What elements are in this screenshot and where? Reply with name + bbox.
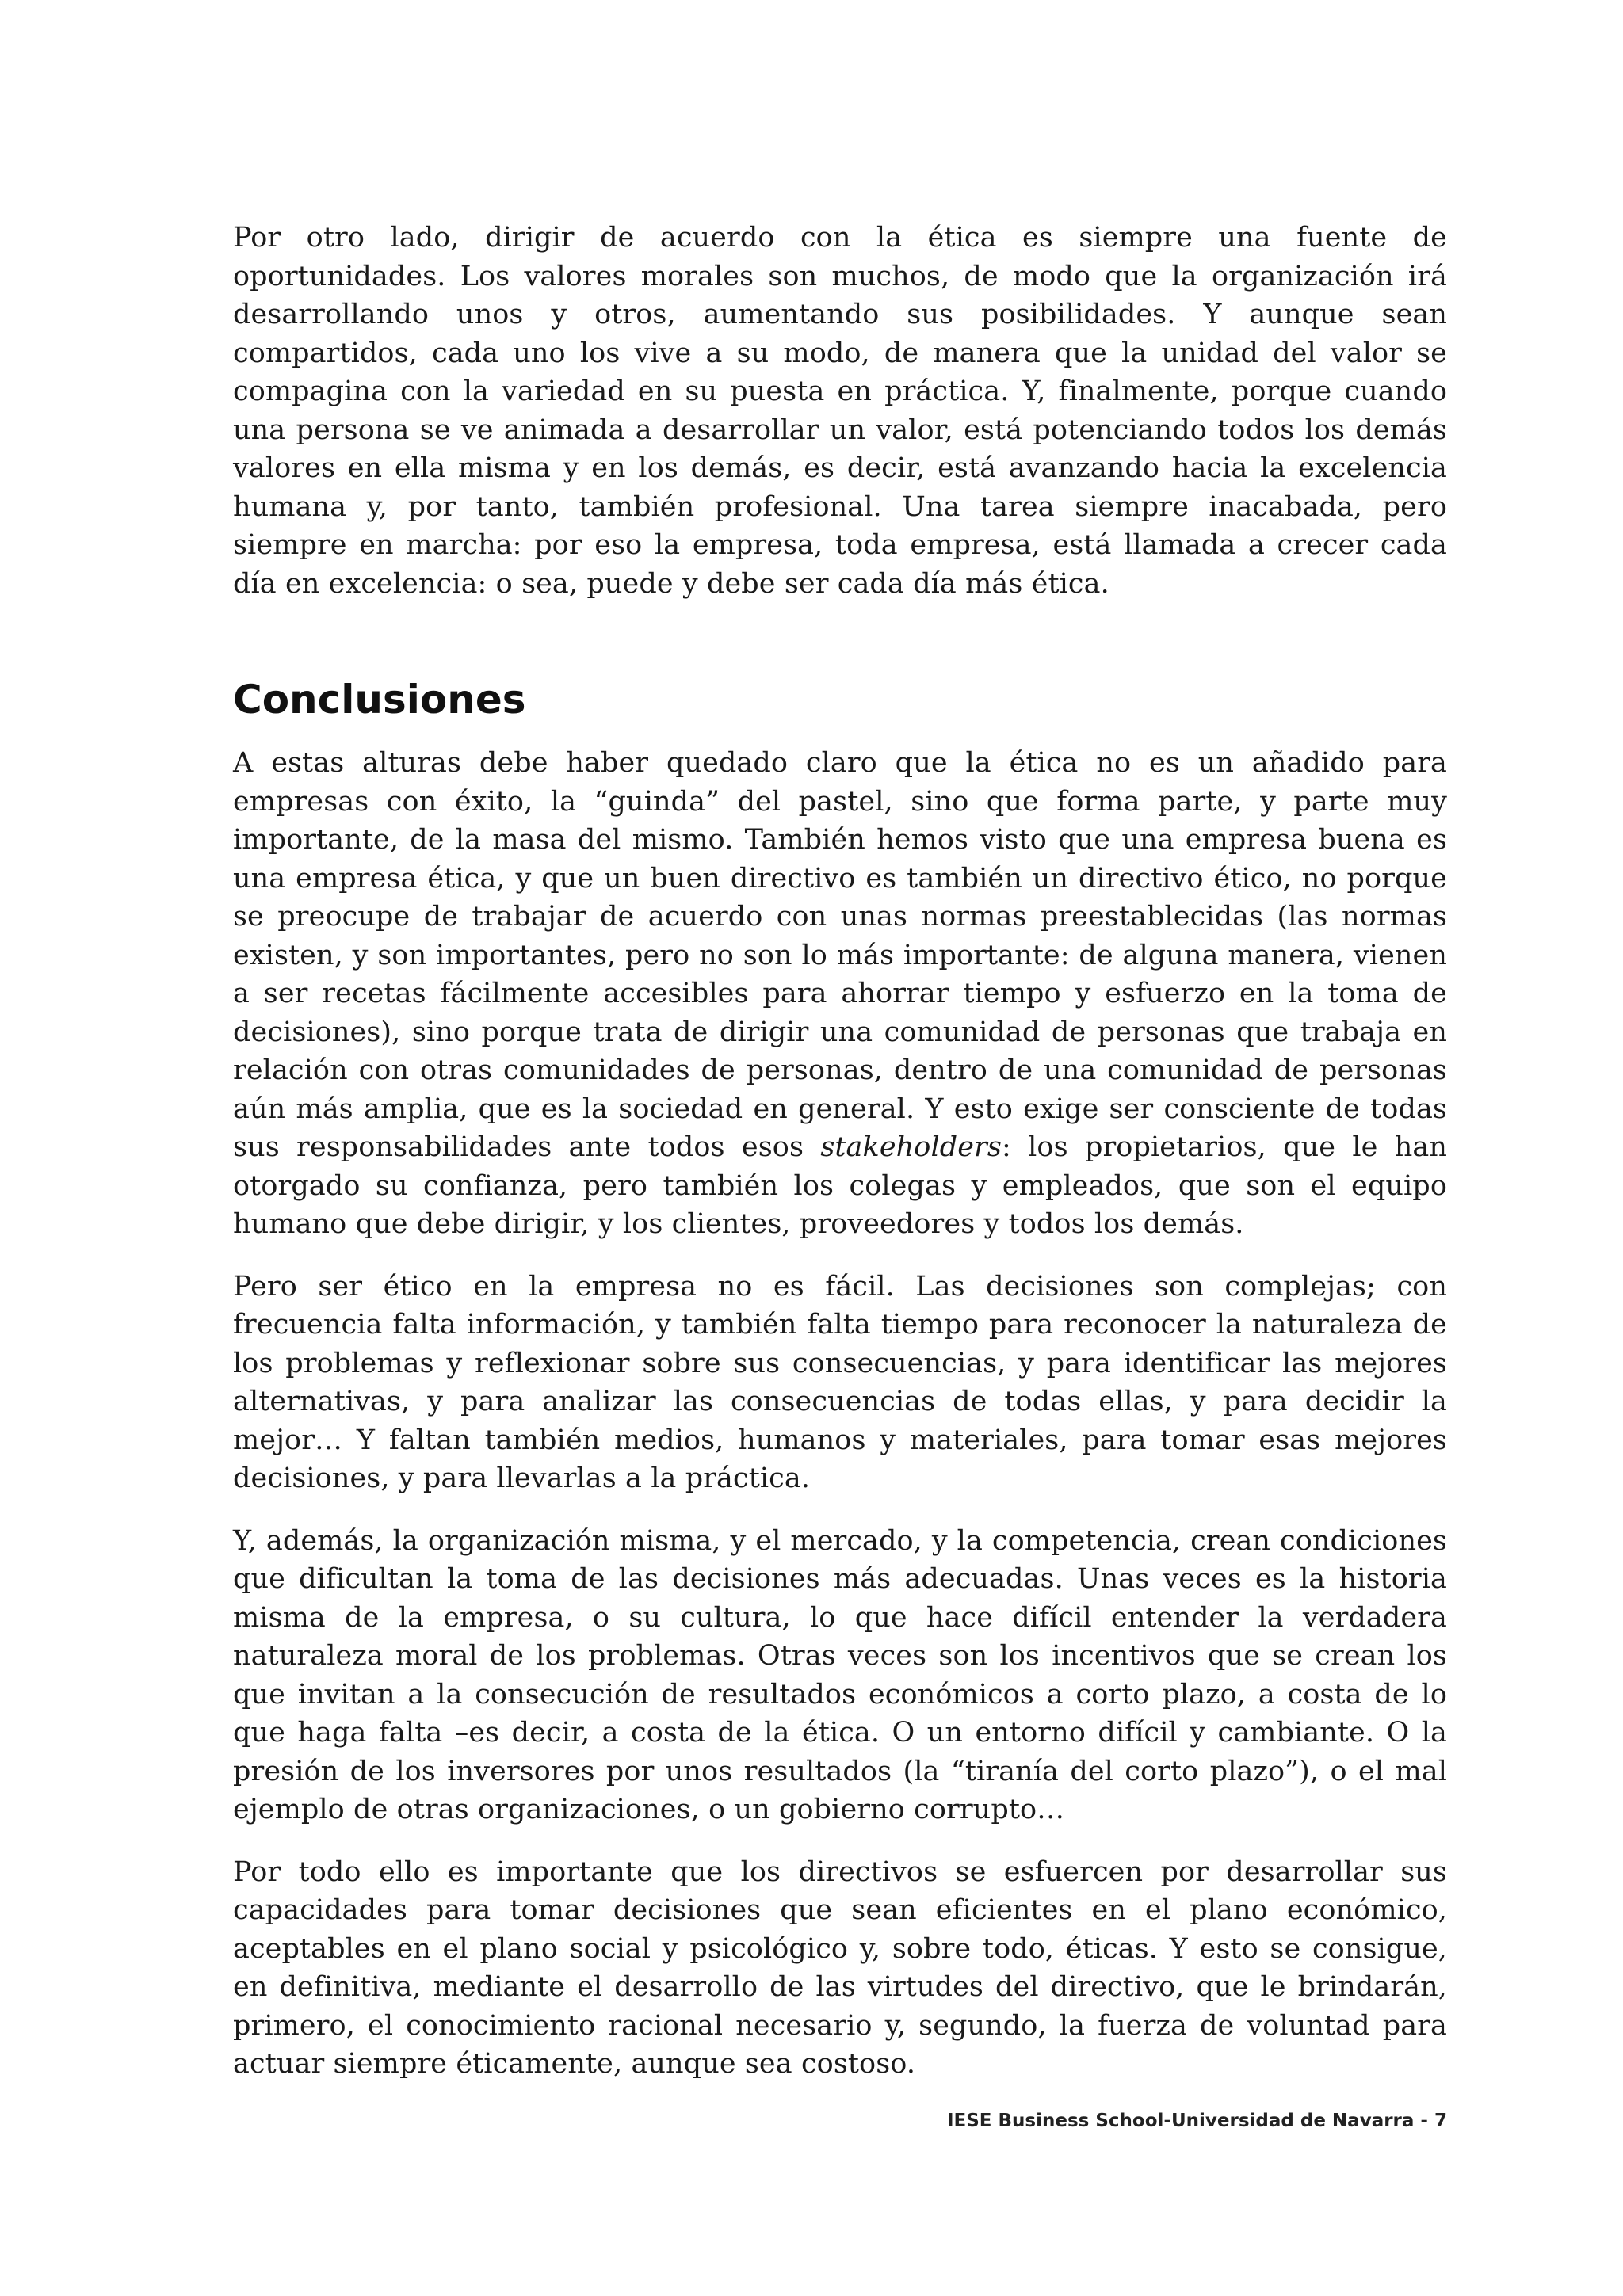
page-body: [233, 219, 1447, 2107]
paragraph-4: Por todo ello es importante que los directivos se esfuercen por desarrollar sus capacidades para tomar decisiones que sean eficientes en el plano económico, aceptables en el plano social y psicológico y, sobre todo, éticas. Y esto se consigue, en definitiva, mediante el desarrollo de las virtudes del directivo, que le brindarán, primero, el conocimiento racional necesario y, segundo, la fuerza de voluntad para actuar siempre éticamente, aunque sea costoso.: [233, 1855, 1447, 2080]
intro-paragraph: Por otro lado, dirigir de acuerdo con la ética es siempre una fuente de oportunidades. Los valores morales son muchos, de modo que la organización irá desarrollando unos y otros, aumentando sus posibilidades. Y aunque sean compartidos, cada uno los vive a su modo, de manera que la unidad del valor se compagina con la variedad en su puesta en práctica. Y, finalmente, porque cuando una persona se ve animada a desarrollar un valor, está potenciando todos los demás valores en ella misma y en los demás, es decir, está avanzando hacia la excelencia humana y, por tanto, también profesional. Una tarea siempre inacabada, pero siempre en marcha: por eso la empresa, toda empresa, está llamada a crecer cada día en excelencia: o sea, puede y debe ser cada día más ética.: [233, 222, 1447, 600]
paragraph-1-italic-term: stakeholders: [820, 1131, 1002, 1163]
section-heading: Conclusiones: [233, 677, 526, 723]
paragraph-1-text-a: A estas alturas debe haber quedado claro que la ética no es un añadido para empresas con éxito, la “guinda” del pastel, sino que forma parte, y parte muy importante, de la masa del mismo. También hemos visto que una empresa buena es una empresa ética, y que un buen directivo es también un directivo ético, no porque se preocupe de trabajar de acuerdo con unas normas preestablecidas (las normas existen, y son importantes, pero no son lo más importante: de alguna manera, vienen a ser recetas fácilmente accesibles para ahorrar tiempo y esfuerzo en la toma de decisiones), sino porque trata de dirigir una comunidad de personas que trabaja en relación con otras comunidades de personas, dentro de una comunidad de personas aún más amplia, que es la sociedad en general. Y esto exige ser consciente de todas sus responsabilidades ante todos esos: [233, 747, 1447, 1163]
paragraph-2: Pero ser ético en la empresa no es fácil. Las decisiones son complejas; con frecuencia falta información, y también falta tiempo para reconocer la naturaleza de los problemas y reflexionar sobre sus consecuencias, y para identificar las mejores alternativas, y para analizar las consecuencias de todas ellas, y para decidir la mejor… Y faltan también medios, humanos y materiales, para tomar esas mejores decisiones, y para llevarlas a la práctica.: [233, 1270, 1447, 1494]
paragraph-1-text-b: : los propietarios, que le han otorgado su confianza, pero también los colegas y empleados, que son el equipo humano que debe dirigir, y los clientes, proveedores y todos los demás.: [233, 1131, 1448, 1240]
page-footer: IESE Business School-Universidad de Navarra - 7: [946, 2111, 1447, 2131]
paragraph-1: [233, 744, 1447, 1244]
paragraph-3: Y, además, la organización misma, y el mercado, y la competencia, crean condiciones que dificultan la toma de las decisiones más adecuadas. Unas veces es la historia misma de la empresa, o su cultura, lo que hace difícil entender la verdadera naturaleza moral de los problemas. Otras veces son los incentivos que se crean los que invitan a la consecución de resultados económicos a corto plazo, a costa de lo que haga falta –es decir, a costa de la ética. O un entorno difícil y cambiante. O la presión de los inversores por unos resultados (la “tiranía del corto plazo”), o el mal ejemplo de otras organizaciones, o un gobierno corrupto…: [233, 1524, 1447, 1825]
